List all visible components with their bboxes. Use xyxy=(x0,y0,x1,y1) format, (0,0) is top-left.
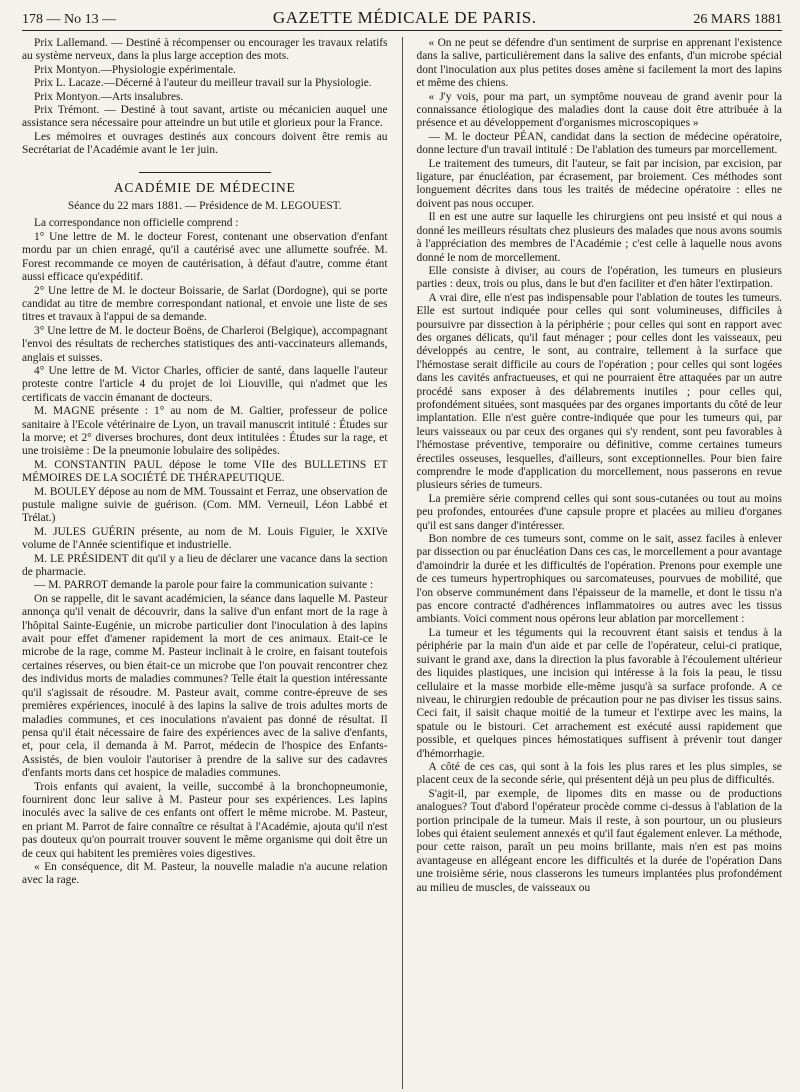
paragraph: Elle consiste à diviser, au cours de l'opération, les tumeurs en plusieurs parties : deux, trois ou plus, dans le but d'en faciliter et d'en hâter l'extirpation. xyxy=(416,264,782,291)
paragraph: On se rappelle, dit le savant académicien, la séance dans laquelle M. Pasteur annonça qu'il venait de découvrir, dans la salive d'un enfant mort de la rage à l'hôpital Sainte-Eugénie, un microbe particulier dont l'inoculation à des lapins avait pour effet d'amener rapidement la mort de ces animaux. Etait-ce le microbe de la rage, comme M. Pasteur inclinait à le croire, en faisant toutefois certaines réserves, ou bien était-ce un microbe que l'on pouvait rencontrer chez des individus morts de maladies communes? Telle était la question intéressante qu'il s'agissait de résoudre. M. Pasteur avait, comme contre-épreuve de ses premières expériences, inoculé à des lapins la salive de trois adultes morts de maladies communes, et ces inoculations n'avaient pas donné de résultat. Il pensa qu'il était nécessaire de faire des expériences avec de la salive d'enfants, et, pour cela, il demanda à M. Parrot, médecin de l'hospice des Enfants-Assistés, de bien vouloir l'autoriser à prendre de la salive sur des cadavres d'enfants morts dans cet hospice de maladies communes. xyxy=(22,592,388,780)
prix-item: Prix Montyon.—Arts insalubres. xyxy=(34,90,184,103)
journal-title: GAZETTE MÉDICALE DE PARIS. xyxy=(272,8,537,27)
paragraph: M. CONSTANTIN PAUL dépose le tome VIIe des BULLETINS ET MÉMOIRES DE LA SOCIÉTÉ DE THÉRAPEUTIQUE. xyxy=(22,458,388,485)
memoires-note: Les mémoires et ouvrages destinés aux concours doivent être remis au Secrétariat de l'Académie avant le 1er juin. xyxy=(22,130,388,157)
paragraph: — M. PARROT demande la parole pour faire la communication suivante : xyxy=(34,579,374,592)
paragraph: Bon nombre de ces tumeurs sont, comme on le sait, assez faciles à enlever par dissection ou par énucléation Dans ces cas, le morcellement a pour avantage d'amoindrir la durée et les difficultés de l'opération. Prenons pour exemple une de ces tumeurs hypertrophiques ou sarcomateuses, pourvues de mobilité, que l'on observe communément dans l'épaisseur de la mamelle, et dont le tissu n'a pas encore contracté d'adhérences inflammatoires ou autres avec les tissus ambiants. Voici comment nous opérons leur ablation par morcellement : xyxy=(416,533,782,626)
prix-item: Prix L. Lacaze.—Décerné à l'auteur du meilleur travail sur la Physiologie. xyxy=(34,77,372,90)
issue-date: 26 MARS 1881 xyxy=(693,12,782,27)
page-number: 178 — No 13 — xyxy=(22,12,117,27)
paragraph: Il en est une autre sur laquelle les chirurgiens ont peu insisté et qui nous a donné les meilleurs résultats chez plusieurs des malades que nous avons soumis à l'appréciation des membres de l'Académie ; c'est celle à laquelle nous avons donné le nom de morcellement. xyxy=(416,211,782,264)
prix-item: Prix Montyon.—Physiologie expérimentale. xyxy=(34,63,236,76)
prix-item: Prix Trémont. — Destiné à tout savant, artiste ou mécanicien auquel une assistance sera nécessaire pour atteindre un but utile et glorieux pour la France. xyxy=(22,104,388,130)
paragraph: A vrai dire, elle n'est pas indispensable pour l'ablation de toutes les tumeurs. Elle est surtout indiquée pour celles qui sont volumineuses, difficiles à poursuivre par dissection à la périphérie ; pour celles qui sont en rapport avec des organes délicats, qu'il faut ménager ; pour celles dont les vaisseaux, peu développés au centre, le sont, au contraire, tellement à la surface que l'hémostase serait difficile au cours de l'opération ; pour celles qui sont logées dans les cavités anfractueuses, et qui ne pourraient être attaquées par un autre procédé sans exposer à des délabrements inutiles ; pour celles qui, profondément situées, sont masquées par des organes importants du côté de leur implantation. Elle n'est guère contre-indiquée que pour les tumeurs qui, par leurs vaisseaux ou par ceux des organes qui s'y rendent, sont peu favorables à l'hémostase préventive, temporaire ou définitive, comme certaines tumeurs érectiles osseuses, lesquelles, d'ailleurs, sont exceptionnelles. Pour bien faire comprendre le mode d'application du morcellement, nous passerons en revue plusieurs séries de tumeurs. xyxy=(416,291,782,492)
right-column xyxy=(417,37,783,1089)
paragraph: 2° Une lettre de M. le docteur Boissarie, de Sarlat (Dordogne), qui se porte candidat au titre de membre correspondant national, et envoie une liste de ses titres et travaux à l'appui de sa demande. xyxy=(22,284,388,324)
left-column xyxy=(22,37,388,1089)
paragraph: M. MAGNE présente : 1° au nom de M. Galtier, professeur de police sanitaire à l'Ecole vétérinaire de Lyon, un travail manuscrit intitulé : Études sur la morve; et 2° diverses brochures, dont deux intitulées : Études sur la rage, et une troisième : De la pneumonie lobulaire des solipèdes. xyxy=(22,405,388,458)
column-divider xyxy=(402,37,403,1089)
paragraph: « J'y vois, pour ma part, un symptôme nouveau de grand avenir pour la connaissance étiologique des maladies dont la cause doit être attribuée à la présence et au développement d'organismes microscopiques » xyxy=(416,90,782,130)
paragraph: 1° Une lettre de M. le docteur Forest, contenant une observation d'enfant mordu par un chien enragé, qu'il a cautérisé avec une allumette soufrée. M. Forest recommande ce moyen de cautérisation, à défaut d'autre, comme étant aussi efficace qu'expéditif. xyxy=(22,230,388,284)
paragraph: M. BOULEY dépose au nom de MM. Toussaint et Ferraz, une observation de pustule maligne suivie de guérison. (Com. MM. Verneuil, Léon Labbé et Trélat.) xyxy=(22,485,388,525)
paragraph: S'agit-il, par exemple, de lipomes dits en masse ou de productions analogues? Tout d'abord l'opérateur procède comme ci-dessus à l'ablation de la portion principale de la tumeur. Mais il reste, à son pourtour, un ou plusieurs lobes qui étaient seulement annexés et qu'il faut également enlever. La méthode, pour cette raison, paraît un peu moins brillante, mais n'en est pas moins avantageuse en allégeant encore les difficultés et la durée de l'opération Dans une troisième série, nous classerons les tumeurs implantées plus profondément au milieu de muscles, de vaisseaux ou xyxy=(416,787,782,894)
paragraph: La première série comprend celles qui sont sous-cutanées ou tout au moins peu profondes, entourées d'une capsule propre et placées au milieu d'organes qu'il est sans danger d'intéresser. xyxy=(416,492,782,532)
page-header xyxy=(22,8,782,31)
section-title: ACADÉMIE DE MÉDECINE xyxy=(113,179,296,195)
paragraph: Trois enfants qui avaient, la veille, succombé à la bronchopneumonie, fournirent donc leur salive à M. Pasteur pour ses expériences. Les lapins inoculés avec la salive de ces enfants ont offert le même microbe. M. Pasteur, en priant M. Parrot de faire connaître ce résultat à l'Académie, ajouta qu'il n'est pas douteux qu'on pourrait trouver souvent le même organisme qui doit être un de ceux qui habitent les premières voies digestives. xyxy=(22,780,388,860)
paragraph: M. LE PRÉSIDENT dit qu'il y a lieu de déclarer une vacance dans la section de pharmacie. xyxy=(22,552,388,579)
paragraph: 4° Une lettre de M. Victor Charles, officier de santé, dans laquelle l'auteur proteste contre l'article 4 du projet de loi Liouville, qui n'admet que les certificats de vaccin émanant de docteurs. xyxy=(22,364,388,404)
paragraph: M. JULES GUÉRIN présente, au nom de M. Louis Figuier, le XXIVe volume de l'Année scientifique et industrielle. xyxy=(22,525,388,552)
seance-line: Séance du 22 mars 1881. — Présidence de M. LEGOUEST. xyxy=(67,200,342,213)
paragraph: A côté de ces cas, qui sont à la fois les plus rares et les plus simples, se placent ceux de la seconde série, qui présentent déjà un peu plus de difficultés. xyxy=(416,760,782,787)
paragraph: « En conséquence, dit M. Pasteur, la nouvelle maladie n'a aucune relation avec la rage. xyxy=(22,860,388,887)
paragraph: 3° Une lettre de M. le docteur Boëns, de Charleroi (Belgique), accompagnant l'envoi des résultats de recherches statistiques des anti-vaccinateurs allemands, anglais et suisses. xyxy=(22,324,388,364)
paragraph: La tumeur et les téguments qui la recouvrent étant saisis et tendus à la périphérie par la main d'un aide et par celle de l'opérateur, celui-ci pratique, suivant le grand axe, dans la direction la plus favorable à l'écoulement ultérieur des liquides plastiques, une incision qui intéresse à la fois la peau, le tissu cellulaire et la masse morbide elle-même jusqu'à sa surface profonde. A ce niveau, le chirurgien redouble de précaution pour ne pas diviser les tissus sains. Ceci fait, il saisit chaque moitié de la tumeur et l'extirpe avec les mains, la spatule ou le bistouri. Cet arrachement est exécuté aussi rapidement que possible, et quelques pinces hémostatiques suffisent à prévenir tout danger d'hémorrhagie. xyxy=(416,626,782,760)
paragraph: Le traitement des tumeurs, dit l'auteur, se fait par incision, par excision, par ligature, par énucléation, par écrasement, par broiement. Ces méthodes sont longuement décrites dans tous les traités de médecine opératoire : elles ne doivent pas nous occuper. xyxy=(416,157,782,210)
paragraph: « On ne peut se défendre d'un sentiment de surprise en apprenant l'existence dans la salive, particulièrement dans la salive des enfants, d'un microbe spécial dont l'inoculation aux plus petites doses amène si facilement la mort des lapins et même des chiens. xyxy=(416,37,782,90)
text-columns xyxy=(22,37,782,1089)
prix-item: Prix Lallemand. — Destiné à récompenser ou encourager les travaux relatifs au système nerveux, dans la plus large acception des mots. xyxy=(22,37,388,63)
paragraph: La correspondance non officielle comprend : xyxy=(34,217,239,230)
paragraph: — M. le docteur PÉAN, candidat dans la section de médecine opératoire, donne lecture d'un travail intitulé : De l'ablation des tumeurs par morcellement. xyxy=(416,130,782,157)
